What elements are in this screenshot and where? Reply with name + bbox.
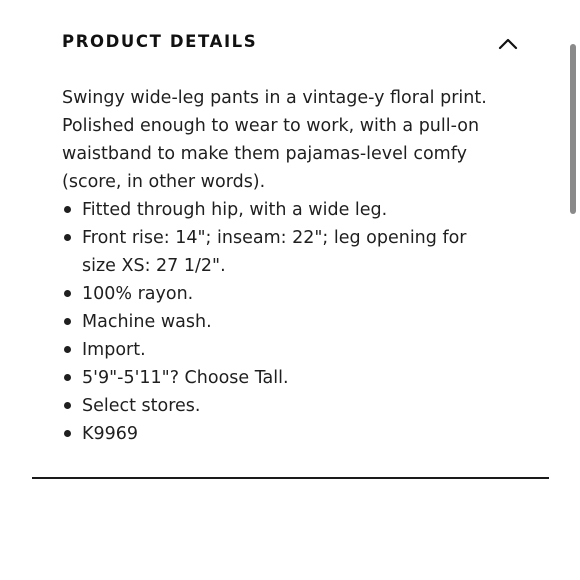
details-list-item: 5'9"-5'11"? Choose Tall. <box>62 364 482 392</box>
details-list-item: Front rise: 14"; inseam: 22"; leg opening for size XS: 27 1/2". <box>62 224 482 280</box>
chevron-up-icon[interactable] <box>494 32 522 54</box>
product-description: Swingy wide-leg pants in a vintage-y floral print. Polished enough to wear to work, with a pull-on waistband to make them pajamas-level comfy (score, in other words). <box>62 88 487 192</box>
section-divider <box>32 477 549 479</box>
details-list-item: 100% rayon. <box>62 280 482 308</box>
product-details-header[interactable] <box>62 30 522 58</box>
details-list-item: Import. <box>62 336 482 364</box>
details-list <box>62 196 482 448</box>
details-list-item: Fitted through hip, with a wide leg. <box>62 196 482 224</box>
details-list-item: K9969 <box>62 420 482 448</box>
scrollbar-thumb[interactable] <box>570 44 576 214</box>
details-list-item: Machine wash. <box>62 308 482 336</box>
details-list-item: Select stores. <box>62 392 482 420</box>
section-title: PRODUCT DETAILS <box>62 32 258 51</box>
